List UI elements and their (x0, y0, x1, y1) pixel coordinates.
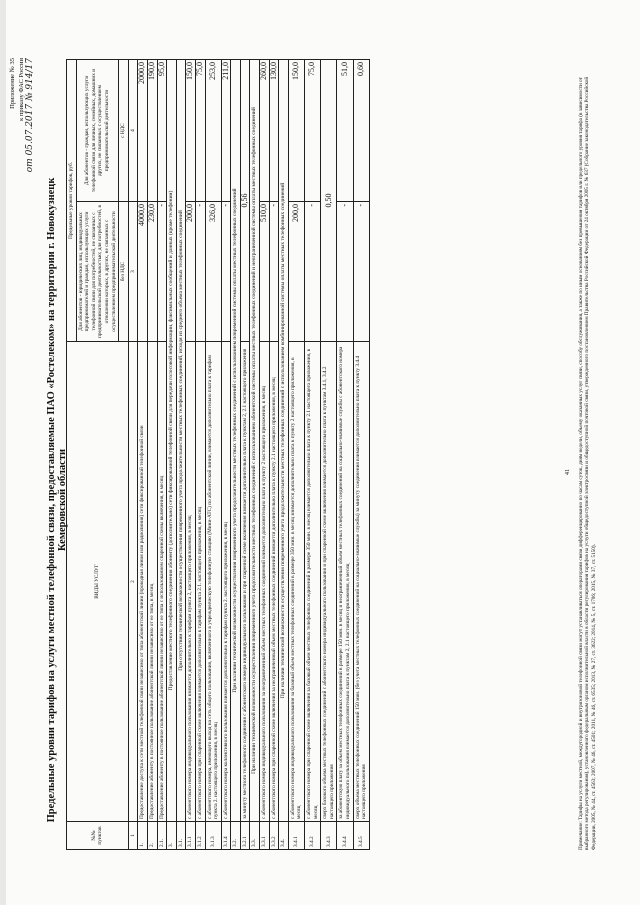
tariff-value-a: - (337, 202, 353, 342)
table-row (240, 60, 250, 850)
service-description: с абонентского номера индивидуального пользования за неограниченный объем местных телефонных соединений взимается дополнительно плата к пункту 2 настоящего приложения, в месяц (260, 342, 270, 822)
tariff-value-a: - (195, 202, 205, 342)
table-row (269, 60, 279, 850)
tariff-value-a: 4000,0 (138, 202, 148, 342)
service-description: с абонентского номера, имеющего выход на сеть общего пользования, включенного в учрежденческую телефонную станцию (Мини-АТС) по абонентской линии, взимается дополнительно плата к тарифам пункта 2. настоящего приложения, в месяц (205, 342, 221, 822)
appendix-header (8, 58, 35, 172)
row-number: 3.1.3 (205, 822, 221, 850)
tariff-value-b: 51,0 (337, 60, 353, 202)
header-services: ВИДЫ УСЛУГ (67, 342, 129, 822)
tariff-value-b: 75,0 (195, 60, 205, 202)
tariff-value-b: 190,0 (147, 60, 157, 202)
header-n1: 1 (128, 822, 138, 850)
service-description: сверх базового объема местных телефонных соединений с абонентского номера индивидуального пользования и при спаренной схеме включения взимается дополнительно плата к пунктам 3.4.1, 3.4.2 настоящего приложения (321, 342, 337, 822)
header-col-a: Для абонентов - юридических лиц, индивидуальных предпринимателей и граждан, использующих услуги телефонной связи для потребностей, не связанных с предпринимательской деятельностью; для потребностей, в отношении которых, в других, не связанных с осуществлением предпринимательской деятельности (76, 202, 119, 342)
tariff-value-a: 326,0 (205, 202, 221, 342)
table-row (305, 60, 321, 850)
tariff-value-a: - (269, 202, 279, 342)
service-description: за минуту местного телефонного соединения с абонентского номера индивидуального пользования и при спаренной схеме включения взимается дополнительно плата к пунктам 2, 2.1 настоящего приложения (240, 342, 250, 822)
table-row (279, 60, 289, 850)
table-row (231, 60, 241, 850)
row-number: 3.4.5 (353, 822, 369, 850)
service-description: с абонентского номера индивидуального пользования взимается дополнительно к тарифам пункта 2, настоящего приложения, в месяц (186, 342, 196, 822)
row-number: 3.4. (279, 822, 289, 850)
tariff-table-body (138, 60, 369, 850)
row-number: 3.4.4 (337, 822, 353, 850)
row-number: 3.4.2 (305, 822, 321, 850)
table-row (288, 60, 304, 850)
service-description: Предоставление абоненту в постоянное пользование абонентской линии независимо от ее типа, в месяц (147, 342, 157, 822)
tariff-value-b: 150,0 (186, 60, 196, 202)
table-row (195, 60, 205, 850)
tariff-value-b: 95,0 (157, 60, 167, 202)
service-description: Предоставление абоненту в постоянное пользование абонентской линии независимо от ее типа с использованием спаренной схемы включения, в месяц (157, 342, 167, 822)
service-description: с абонентского номера при спаренной схеме включения за базовый объем местных телефонных соединений в размере 350 мин. в месяц взимается дополнительно плата к пункту 2.1 настоящего приложения, в месяц (305, 342, 321, 822)
row-number: 2. (147, 822, 157, 850)
row-number: 1. (138, 822, 148, 850)
row-number: 3.1.1 (186, 822, 196, 850)
row-number: 3.4.3 (321, 822, 337, 850)
table-row (176, 60, 186, 850)
table-row (157, 60, 167, 850)
header-col-a-tax: без НДС (119, 202, 129, 342)
table-row (167, 60, 177, 850)
service-description: Предоставление доступа к сети местной телефонной связи независимо от типа абонентской линии (проводная линия или радиолиния) сети фиксированной телефонной связи (138, 342, 148, 822)
appendix-date-handwritten: от 05.07.2017 № 914/17 (25, 58, 35, 173)
tariff-value-a: - (353, 202, 369, 342)
tariff-value-a: - (305, 202, 321, 342)
header-col-b-tax: с НДС (119, 60, 129, 202)
table-row (337, 60, 353, 850)
header-n3: 3 (128, 202, 138, 342)
table-row (138, 60, 148, 850)
tariff-value-a: 230,0 (147, 202, 157, 342)
section-heading: При наличии технической возможности осуществления повременного учета продолжительности местных телефонных соединений с использованием повременной системы оплаты местных телефонных соединений (231, 60, 241, 822)
header-n4: 4 (128, 60, 138, 202)
service-description: с абонентского номера индивидуального пользования за базовый объем местных телефонных соединений в размере 350 мин. в месяц взимается дополнительно плата к пункту 2 настоящего приложения, в месяц (288, 342, 304, 822)
service-description: с абонентского номера коллективного пользования взимается дополнительно к тарифам пункта 2. настоящего приложения, в месяц (221, 342, 231, 822)
row-number: 3.1. (176, 822, 186, 850)
tariff-table (66, 59, 370, 850)
tariff-value-b: 75,0 (305, 60, 321, 202)
header-num: №№ пунктов (67, 822, 129, 850)
tariff-value-b: 0,60 (353, 60, 369, 202)
document-title: Предельные уровни тарифов на услуги местной телефонной связи, предоставляемые ПАО «Ростелеком» на территории г. Новокузнецк Кемеровской области (46, 177, 68, 823)
footnote: Примечание: Тарифы на услуги местной, междугородной и внутризоновой телефонной связи могут устанавливаться операторами связи дифференцированно по часам суток, дням недели, объему оказанных услуг связи, способу обслуживания, а также по иным основаниям без превышения тарифов или предельного уровня тарифа (в зависимости от выбранного метода регулирования), установленного федеральным органом исполнительной власти в области регулирования тарифов на услуги общедоступной электросвязи и общедоступной почтовой связи, утвержденного постановлением Правительства Российской Федерации от 24 октября 2005 г. № 637 (Собрание законодательства Российской Федерации, 2005, № 44, ст. 4563; 2007, № 46, ст. 4501; 2011, № 46, ст. 6535; 2013, № 27, ст. 3622; 2014, № 5, ст. 1706; 2015, № 37, ст. 5150). (578, 76, 597, 850)
row-number: 3.2. (231, 822, 241, 850)
row-number: 3.1.4 (221, 822, 231, 850)
row-number: 3. (167, 822, 177, 850)
tariff-value-b: 130,0 (269, 60, 279, 202)
tariff-value-b: 253,0 (205, 60, 221, 202)
row-number: 2.1. (157, 822, 167, 850)
tariff-value-a: - (157, 202, 167, 342)
service-description: за абонентскую плату за объем местных телефонных соединений в размере 150 мин. в месяц и неограниченный объем местных телефонных соединений на социально-значимые службы с абонентского номера индивидуального пользования взимается дополнительно плата к пунктам 2, 2.1 настоящего приложения, в месяц (337, 342, 353, 822)
table-row (250, 60, 260, 850)
row-number: 3.3. (250, 822, 260, 850)
row-number: 3.3.1 (260, 822, 270, 850)
section-heading: При отсутствии технической возможности осуществления повременного учета продолжительности местных телефонных соединений, исходя из среднего объема местных телефонных соединений (176, 60, 186, 822)
service-description: сверх объема местных телефонных соединений 150 мин. (без учета местных телефонных соединений на социально-значимые службы) за минуту соединения взимается дополнительно плата к пункту 3.4.4 настоящего приложения (353, 342, 369, 822)
header-levels: Предельные уровни тарифов, руб. (67, 60, 77, 342)
tariff-value-b: 2000,0 (138, 60, 148, 202)
tariff-value-a: - (221, 202, 231, 342)
service-description: с абонентского номера при спаренной схеме включения за неограниченный объем местных телефонных соединений взимается дополнительно плата к пункту 2.1 настоящего приложения, в месяц (269, 342, 279, 822)
tariff-value-combined: 0,50 (321, 60, 337, 342)
tariff-value-a: 200,0 (288, 202, 304, 342)
section-heading: При наличии технической возможности осуществления повременного учета продолжительности местных телефонных соединений с использованием абонентской системы оплаты местных телефонных соединений и неограниченной системы оплаты местных телефонных соединений (250, 60, 260, 822)
header-n2: 2 (128, 342, 138, 822)
table-row (186, 60, 196, 850)
service-description: с абонентского номера при спаренной схеме включения взимается дополнительно к тарифам пункта 2.1. настоящего приложения, в месяц (195, 342, 205, 822)
page-number: 41 (565, 469, 571, 475)
tariff-value-combined: 0,56 (240, 60, 250, 342)
table-row (147, 60, 157, 850)
tariff-value-b: 211,0 (221, 60, 231, 202)
table-row (205, 60, 221, 850)
table-row (353, 60, 369, 850)
section-heading: Предоставление местного телефонного соединения абоненту (дополнительно) сети фиксированной телефонной связи для передачи голосовой информации, факсимильных сообщений и данных (кроме телефонии) (167, 60, 177, 822)
row-number: 3.2.1 (240, 822, 250, 850)
header-col-b: Для абонентов - граждан, использующих услуги телефонной связи для личных, семейных, домашних и других, не связанных с осуществлением предпринимательской деятельности (76, 60, 119, 202)
tariff-value-a: 200,0 (186, 202, 196, 342)
section-heading: При наличии технической возможности осуществления повременного учета продолжительности местных телефонных соединений с использованием комбинированной системы оплаты местных телефонных соединений (279, 60, 289, 822)
table-row (321, 60, 337, 850)
row-number: 3.3.2 (269, 822, 279, 850)
tariff-value-a: 510,0 (260, 202, 270, 342)
tariff-value-b: 150,0 (288, 60, 304, 202)
appendix-number: Приложение № 35 (9, 58, 16, 109)
table-row (260, 60, 270, 850)
table-row (221, 60, 231, 850)
appendix-order: к приказу ФАС России (18, 58, 25, 121)
row-number: 3.1.2 (195, 822, 205, 850)
tariff-value-b: 260,0 (260, 60, 270, 202)
row-number: 3.4.1 (288, 822, 304, 850)
